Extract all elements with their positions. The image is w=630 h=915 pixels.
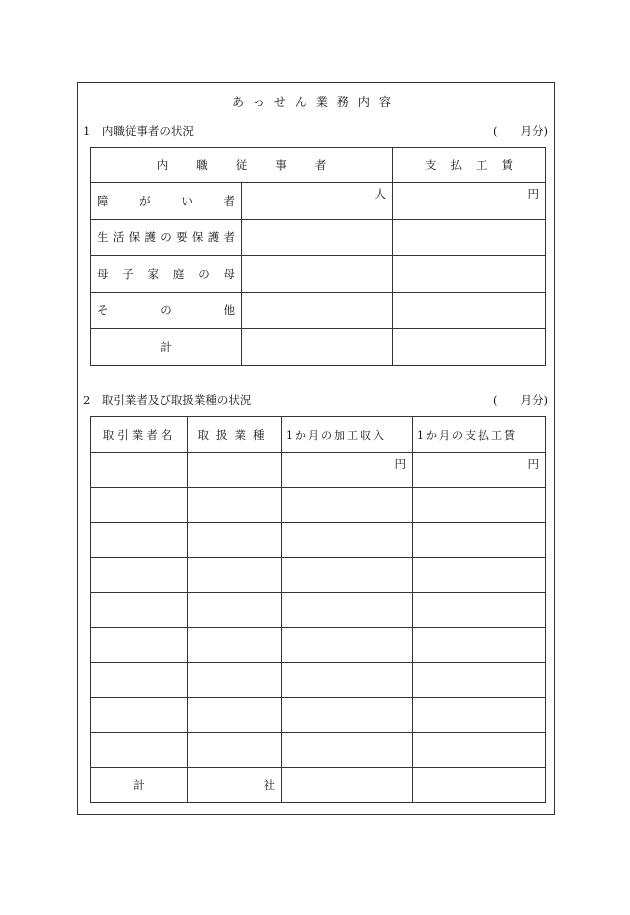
wage-cell[interactable] xyxy=(393,183,546,220)
type-cell[interactable] xyxy=(188,628,282,663)
section1-month: ( 月分) xyxy=(493,124,548,138)
type-cell[interactable] xyxy=(188,733,282,768)
company-count-cell[interactable] xyxy=(188,768,282,803)
income-cell[interactable] xyxy=(282,453,413,488)
category-char: 護 xyxy=(144,230,156,245)
trader-cell[interactable] xyxy=(91,558,188,593)
income-cell[interactable] xyxy=(282,488,413,523)
trader-cell[interactable] xyxy=(91,488,188,523)
section2-heading: 2 取引業者及び取扱業種の状況 xyxy=(83,393,252,407)
type-cell[interactable] xyxy=(188,593,282,628)
trader-cell[interactable] xyxy=(91,663,188,698)
wage-cell[interactable] xyxy=(393,329,546,366)
count-cell[interactable] xyxy=(242,256,393,293)
trader-cell[interactable] xyxy=(91,628,188,663)
category-char: の xyxy=(160,303,172,318)
trader-cell[interactable] xyxy=(91,733,188,768)
section1-header xyxy=(83,123,548,139)
income-cell[interactable] xyxy=(282,733,413,768)
count-cell[interactable] xyxy=(242,329,393,366)
workers-header-row xyxy=(91,148,546,183)
category-char: い xyxy=(181,193,193,208)
category-char: の xyxy=(160,230,172,245)
col-type-header: 取扱業種 xyxy=(188,417,282,453)
category-char: 者 xyxy=(223,230,235,245)
income-cell[interactable] xyxy=(282,523,413,558)
form-title: あっせん業務内容 xyxy=(232,95,400,109)
section2-month: ( 月分) xyxy=(493,393,548,407)
total-label: 計 xyxy=(91,768,188,803)
trader-cell[interactable] xyxy=(91,593,188,628)
category-char: 保 xyxy=(128,230,141,245)
category-char: 他 xyxy=(223,303,235,318)
col-paid-header: 1か月の支払工賃 xyxy=(413,417,546,453)
paid-cell[interactable] xyxy=(413,453,546,488)
category-char: そ xyxy=(97,303,109,318)
table-row xyxy=(91,523,546,558)
type-cell[interactable] xyxy=(188,523,282,558)
income-cell[interactable] xyxy=(282,593,413,628)
count-cell[interactable] xyxy=(242,292,393,329)
col-trader-header: 取引業者名 xyxy=(91,417,188,453)
paid-cell[interactable] xyxy=(413,698,546,733)
category-char: 母 xyxy=(97,266,109,281)
income-cell[interactable] xyxy=(282,698,413,733)
category-label xyxy=(91,229,241,245)
type-cell[interactable] xyxy=(188,663,282,698)
trader-cell[interactable] xyxy=(91,453,188,488)
table-row xyxy=(91,183,546,220)
type-cell[interactable] xyxy=(188,488,282,523)
count-cell[interactable] xyxy=(242,219,393,256)
category-char: の xyxy=(198,266,210,281)
income-cell[interactable] xyxy=(282,663,413,698)
paid-cell[interactable] xyxy=(413,488,546,523)
category-char: 庭 xyxy=(172,266,185,281)
category-cell xyxy=(91,292,242,329)
category-char: 家 xyxy=(147,266,160,281)
wage-cell[interactable] xyxy=(393,292,546,329)
category-cell xyxy=(91,256,242,293)
income-cell[interactable] xyxy=(282,768,413,803)
category-label xyxy=(91,302,241,318)
table-row xyxy=(91,628,546,663)
type-cell[interactable] xyxy=(188,558,282,593)
paid-cell[interactable] xyxy=(413,733,546,768)
table-row xyxy=(91,733,546,768)
category-label xyxy=(91,266,241,282)
unit-person: 人 xyxy=(374,187,386,201)
table-row xyxy=(91,292,546,329)
table-row xyxy=(91,663,546,698)
unit-yen: 円 xyxy=(527,187,539,201)
table-row xyxy=(91,768,546,803)
section1-heading: 1 内職従事者の状況 xyxy=(83,124,194,138)
unit-yen: 円 xyxy=(527,457,539,471)
table-row xyxy=(91,698,546,733)
col-wages-header: 支払工賃 xyxy=(393,148,546,183)
paid-cell[interactable] xyxy=(413,628,546,663)
type-cell[interactable] xyxy=(188,453,282,488)
total-label: 計 xyxy=(91,329,242,366)
workers-table xyxy=(90,147,546,366)
paid-cell[interactable] xyxy=(413,663,546,698)
form-frame xyxy=(77,82,555,815)
category-char: が xyxy=(139,193,151,208)
table-row xyxy=(91,329,546,366)
income-cell[interactable] xyxy=(282,558,413,593)
table-row xyxy=(91,256,546,293)
paid-cell[interactable] xyxy=(413,593,546,628)
category-char: 護 xyxy=(207,230,220,245)
col-workers-header: 内職従事者 xyxy=(91,148,393,183)
traders-header-row xyxy=(91,417,546,453)
table-row xyxy=(91,453,546,488)
table-row xyxy=(91,488,546,523)
paid-cell[interactable] xyxy=(413,768,546,803)
traders-table xyxy=(90,416,546,803)
category-char: 生 xyxy=(97,230,109,245)
category-char: 要 xyxy=(176,230,188,245)
unit-yen: 円 xyxy=(394,457,406,471)
wage-cell[interactable] xyxy=(393,219,546,256)
count-cell[interactable] xyxy=(242,183,393,220)
category-label xyxy=(91,193,241,209)
paid-cell[interactable] xyxy=(413,523,546,558)
trader-cell[interactable] xyxy=(91,523,188,558)
table-row xyxy=(91,219,546,256)
category-char: 活 xyxy=(112,230,125,245)
category-char: 者 xyxy=(223,193,235,208)
col-income-header: 1か月の加工収入 xyxy=(282,417,413,453)
unit-company: 社 xyxy=(263,778,275,792)
category-char: 障 xyxy=(97,193,109,208)
category-char: 子 xyxy=(122,266,134,281)
wage-cell[interactable] xyxy=(393,256,546,293)
table-row xyxy=(91,593,546,628)
table-row xyxy=(91,558,546,593)
section2-header xyxy=(83,392,548,408)
category-char: 保 xyxy=(191,230,204,245)
category-cell xyxy=(91,219,242,256)
trader-cell[interactable] xyxy=(91,698,188,733)
category-cell xyxy=(91,183,242,220)
category-char: 母 xyxy=(223,266,235,281)
type-cell[interactable] xyxy=(188,698,282,733)
income-cell[interactable] xyxy=(282,628,413,663)
paid-cell[interactable] xyxy=(413,558,546,593)
